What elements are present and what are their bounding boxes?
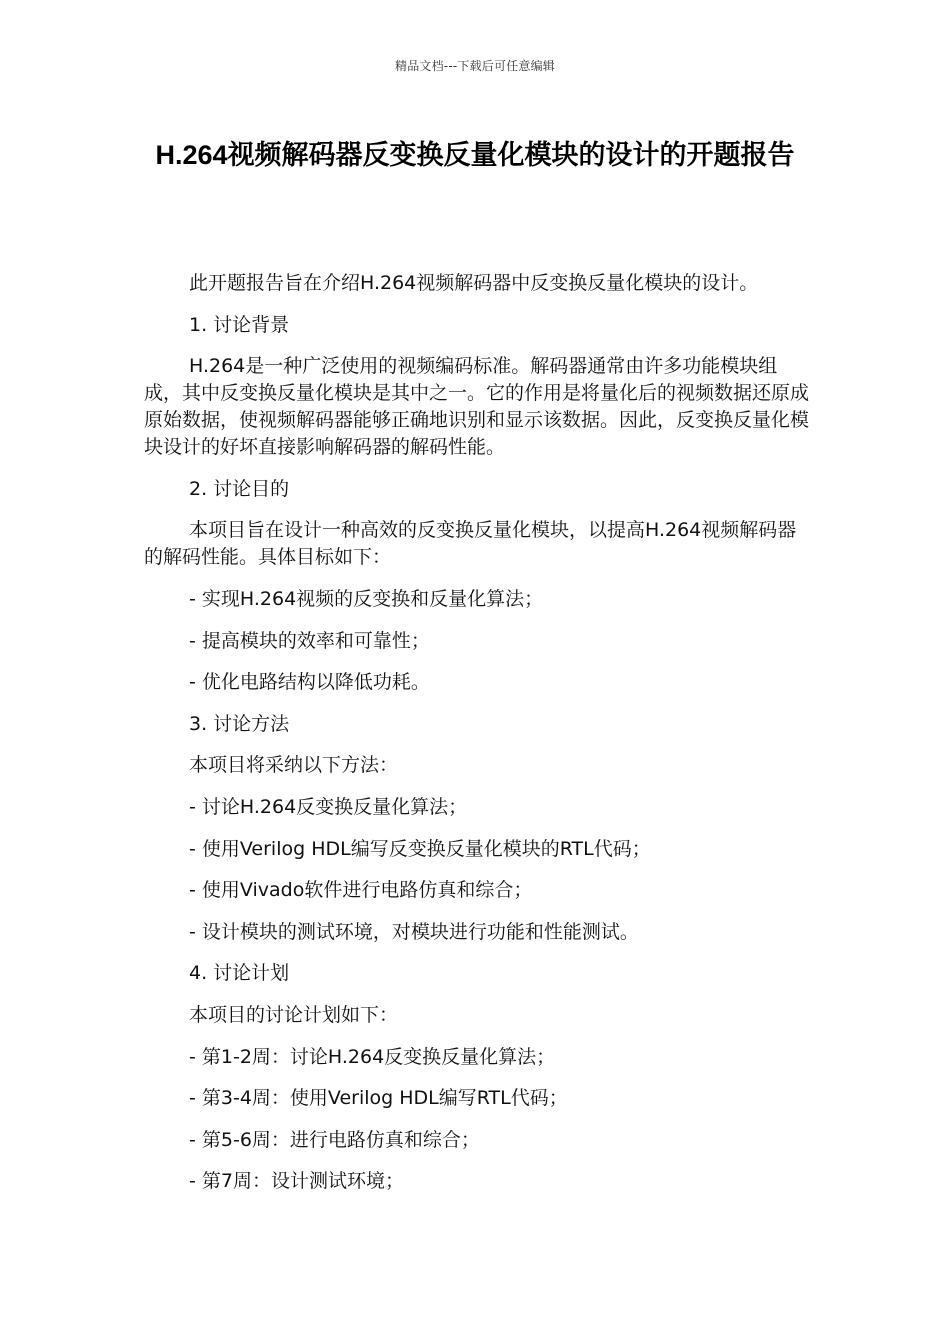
section-heading-plan: 4. 讨论计划	[189, 962, 290, 985]
list-item: - 第3-4周：使用Verilog HDL编写RTL代码；	[189, 1087, 568, 1110]
list-item: - 使用Vivado软件进行电路仿真和综合；	[189, 879, 533, 902]
list-item: - 实现H.264视频的反变换和反量化算法；	[189, 587, 544, 610]
background-paragraph: H.264是一种广泛使用的视频编码标准。解码器通常由许多功能模块组成，其中反变换反量化模块是其中之一。它的作用是将量化后的视频数据还原成原始数据，使视频解码器能够正确地识别和显示该数据。因此，反变换反量化模块设计的好坏直接影响解码器的解码性能。	[144, 355, 810, 459]
document-body	[144, 270, 814, 1210]
list-item: - 讨论H.264反变换反量化算法；	[189, 795, 468, 818]
list-item: - 第5-6周：进行电路仿真和综合；	[189, 1128, 480, 1151]
list-item: - 第1-2周：讨论H.264反变换反量化算法；	[189, 1045, 556, 1068]
list-item: - 使用Verilog HDL编写反变换反量化模块的RTL代码；	[189, 837, 651, 860]
section-heading-methods: 3. 讨论方法	[189, 712, 290, 735]
purpose-paragraph: 本项目旨在设计一种高效的反变换反量化模块，以提高H.264视频解码器的解码性能。具体目标如下：	[144, 519, 797, 569]
list-item: - 优化电路结构以降低功耗。	[189, 671, 430, 694]
section-heading-purpose: 2. 讨论目的	[189, 477, 290, 500]
intro-paragraph: 此开题报告旨在介绍H.264视频解码器中反变换反量化模块的设计。	[189, 272, 759, 294]
page-header-note: 精品文档---下载后可任意编辑	[395, 59, 555, 73]
list-item: - 设计模块的测试环境，对模块进行功能和性能测试。	[189, 920, 639, 943]
plan-intro: 本项目的讨论计划如下：	[189, 1003, 399, 1026]
methods-intro: 本项目将采纳以下方法：	[189, 754, 399, 777]
list-item: - 第7周：设计测试环境；	[189, 1170, 404, 1193]
document-title: H.264视频解码器反变换反量化模块的设计的开题报告	[155, 140, 795, 170]
list-item: - 提高模块的效率和可靠性；	[189, 629, 430, 652]
section-heading-background: 1. 讨论背景	[189, 313, 290, 336]
